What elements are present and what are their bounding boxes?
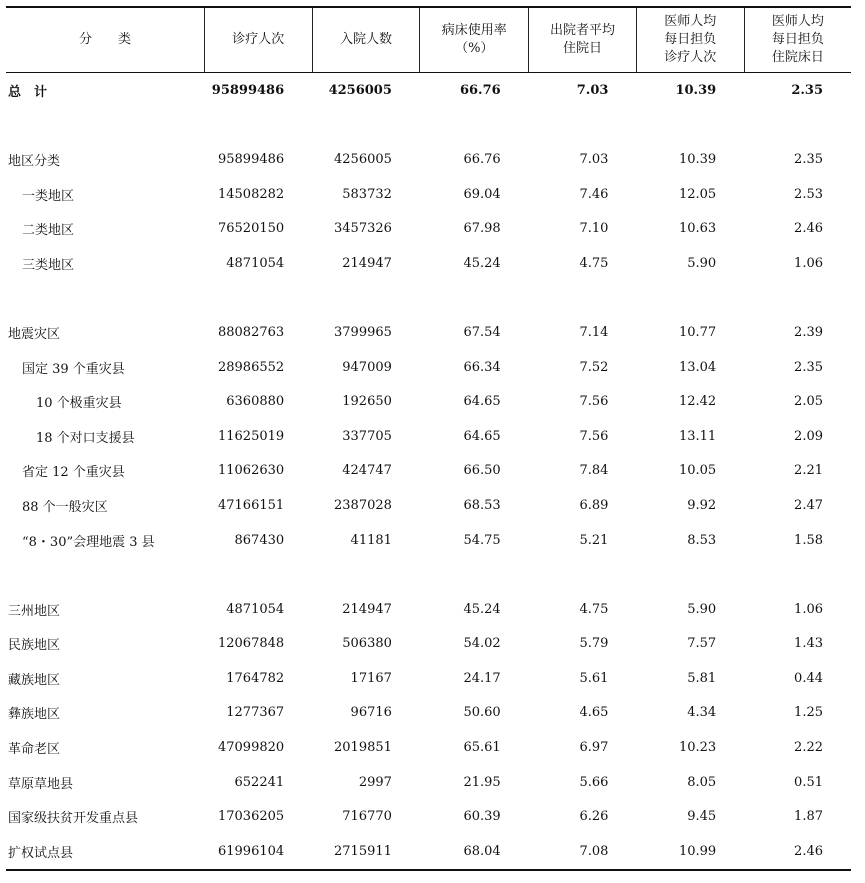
doc-visits-cell: 5.81 — [687, 670, 717, 686]
statistics-table-container — [6, 6, 851, 871]
doc-beds-cell: 2.46 — [744, 834, 851, 870]
bed-rate-cell: 66.76 — [463, 151, 501, 167]
admissions-cell: 2019851 — [334, 740, 392, 756]
admissions-cell: 2997 — [358, 774, 392, 790]
visits-cell: 11062630 — [217, 463, 285, 479]
visits-cell: 1764782 — [226, 670, 285, 686]
header-category: 分 类 — [78, 32, 131, 47]
avg-stay-cell: 4.75 — [579, 255, 609, 271]
visits-cell: 4871054 — [226, 255, 285, 271]
bed-rate-cell: 54.02 — [463, 636, 501, 652]
doc-beds-cell: 1.43 — [794, 636, 823, 652]
table-row — [6, 627, 851, 662]
bed-rate-cell: 66.50 — [463, 463, 501, 479]
admissions-cell: 4256005 — [328, 82, 392, 98]
table-row — [6, 523, 851, 558]
doc-beds-cell: 1.87 — [794, 809, 823, 825]
row-label: 三州地区 — [8, 603, 61, 619]
avg-stay-cell: 6.26 — [579, 809, 609, 825]
table-row — [6, 799, 851, 834]
doc-visits-cell: 10.23 — [678, 740, 717, 756]
doc-visits-cell: 10.77 — [678, 324, 717, 340]
admissions-cell: 716770 — [342, 809, 392, 825]
table-row — [6, 834, 851, 870]
table-row — [6, 315, 851, 350]
table-row — [6, 177, 851, 212]
doc-visits-cell: 12.42 — [678, 394, 717, 410]
row-label: 省定 12 个重灾县 — [22, 465, 125, 481]
table-row — [6, 211, 851, 246]
avg-stay-cell: 7.56 — [579, 394, 609, 410]
visits-cell: 17036205 — [217, 809, 285, 825]
doc-beds-cell: 2.21 — [794, 463, 823, 479]
total-row — [6, 73, 851, 108]
bed-rate-cell: 66.34 — [463, 359, 501, 375]
doc-visits-cell: 10.05 — [678, 463, 717, 479]
row-label: 总 计 — [8, 84, 48, 100]
spacer-cell — [6, 281, 851, 316]
doc-beds-cell: 1.06 — [794, 255, 823, 271]
avg-stay-cell: 7.52 — [579, 359, 609, 375]
header-admissions: 入院人数 — [312, 7, 420, 73]
bed-rate-cell: 65.61 — [463, 740, 501, 756]
doc-beds-cell: 2.35 — [791, 82, 823, 98]
header-visits: 诊疗人次 — [204, 7, 312, 73]
doc-beds-cell: 2.47 — [794, 497, 823, 513]
row-label: 三类地区 — [22, 257, 75, 273]
avg-stay-cell: 7.03 — [576, 82, 609, 98]
doc-visits-cell: 9.92 — [687, 497, 717, 513]
visits-cell: 11625019 — [217, 428, 285, 444]
row-label: “8・30”会理地震 3 县 — [22, 534, 155, 550]
admissions-cell: 214947 — [342, 255, 392, 271]
doc-visits-cell: 10.39 — [675, 82, 717, 98]
spacer-row — [6, 557, 851, 592]
visits-cell: 47166151 — [217, 497, 285, 513]
bed-rate-cell: 69.04 — [463, 186, 501, 202]
avg-stay-cell: 7.56 — [579, 428, 609, 444]
visits-cell: 4871054 — [226, 601, 285, 617]
doc-beds-cell: 2.35 — [794, 359, 823, 375]
doc-beds-cell: 1.25 — [794, 705, 823, 721]
doc-visits-cell: 8.53 — [687, 532, 717, 548]
bed-rate-cell: 66.76 — [459, 82, 501, 98]
bed-rate-cell: 45.24 — [463, 601, 501, 617]
avg-stay-cell: 7.46 — [579, 186, 609, 202]
header-doc-visits: 医师人均 每日担负 诊疗人次 — [636, 7, 744, 73]
doc-beds-cell: 0.51 — [794, 774, 823, 790]
avg-stay-cell: 7.14 — [579, 324, 609, 340]
table-row — [6, 454, 851, 489]
doc-visits-cell: 13.04 — [678, 359, 717, 375]
doc-beds-cell: 2.53 — [794, 186, 823, 202]
avg-stay-cell: 7.84 — [579, 463, 609, 479]
avg-stay-cell: 7.03 — [579, 151, 609, 167]
admissions-cell: 947009 — [342, 359, 392, 375]
admissions-cell: 3457326 — [334, 221, 392, 237]
bed-rate-cell: 60.39 — [463, 809, 501, 825]
doc-beds-cell: 1.58 — [794, 532, 823, 548]
doc-beds-cell: 1.06 — [794, 601, 823, 617]
row-label: 18 个对口支援县 — [36, 430, 135, 446]
table-row — [6, 730, 851, 765]
admissions-cell: 424747 — [342, 463, 392, 479]
admissions-cell: 583732 — [342, 186, 392, 202]
admissions-cell: 3799965 — [334, 324, 392, 340]
row-label: 革命老区 — [8, 742, 61, 758]
admissions-cell: 96716 — [350, 705, 392, 721]
doc-visits-cell: 7.57 — [687, 636, 717, 652]
admissions-cell: 214947 — [342, 601, 392, 617]
doc-visits-cell: 9.45 — [687, 809, 717, 825]
doc-visits-cell: 13.11 — [678, 428, 717, 444]
row-label: 彝族地区 — [8, 707, 61, 723]
admissions-cell: 4256005 — [334, 151, 392, 167]
table-row — [6, 350, 851, 385]
bed-rate-cell: 50.60 — [463, 705, 501, 721]
visits-cell: 652241 — [234, 774, 285, 790]
visits-cell: 14508282 — [217, 186, 285, 202]
row-label: 草原草地县 — [8, 776, 74, 792]
spacer-cell — [6, 108, 851, 143]
table-row — [6, 488, 851, 523]
bed-rate-cell: 68.53 — [463, 497, 501, 513]
table-row — [6, 142, 851, 177]
doc-beds-cell: 2.05 — [794, 394, 823, 410]
visits-cell: 28986552 — [217, 359, 285, 375]
admissions-cell: 506380 — [342, 636, 392, 652]
avg-stay-cell: 5.21 — [579, 532, 609, 548]
avg-stay-cell: 4.65 — [579, 705, 609, 721]
doc-beds-cell: 2.39 — [794, 324, 823, 340]
visits-cell: 88082763 — [217, 324, 285, 340]
table-row — [6, 246, 851, 281]
avg-stay-cell: 5.66 — [579, 774, 609, 790]
row-label: 藏族地区 — [8, 672, 61, 688]
visits-cell: 867430 — [234, 532, 285, 548]
row-label: 国家级扶贫开发重点县 — [8, 811, 139, 827]
bed-rate-cell: 45.24 — [463, 255, 501, 271]
row-label: 国定 39 个重灾县 — [22, 361, 125, 377]
visits-cell: 76520150 — [217, 221, 285, 237]
doc-visits-cell: 12.05 — [678, 186, 717, 202]
spacer-cell — [6, 557, 851, 592]
bed-rate-cell: 24.17 — [463, 670, 501, 686]
row-label: 88 个一般灾区 — [22, 499, 108, 515]
admissions-cell: 41181 — [350, 532, 392, 548]
avg-stay-cell: 4.75 — [579, 601, 609, 617]
visits-cell: 1277367 — [226, 705, 285, 721]
visits-cell: 12067848 — [217, 636, 285, 652]
avg-stay-cell: 5.79 — [579, 636, 609, 652]
visits-cell: 95899486 — [217, 151, 285, 167]
avg-stay-cell: 7.10 — [579, 221, 609, 237]
bed-rate-cell: 21.95 — [463, 774, 501, 790]
row-label: 扩权试点县 — [6, 834, 204, 870]
spacer-row — [6, 108, 851, 143]
row-label: 一类地区 — [22, 188, 75, 204]
table-row — [6, 765, 851, 800]
table-row — [6, 696, 851, 731]
row-label: 地震灾区 — [8, 326, 61, 342]
table-header — [6, 7, 851, 73]
table-row — [6, 384, 851, 419]
admissions-cell: 2387028 — [334, 497, 392, 513]
doc-beds-cell: 0.44 — [794, 670, 823, 686]
header-doc-beds: 医师人均 每日担负 住院床日 — [744, 7, 851, 73]
admissions-cell: 192650 — [342, 394, 392, 410]
avg-stay-cell: 6.97 — [579, 740, 609, 756]
doc-visits-cell: 10.39 — [678, 151, 717, 167]
admissions-cell: 17167 — [350, 670, 392, 686]
bed-rate-cell: 64.65 — [463, 394, 501, 410]
doc-beds-cell: 2.22 — [794, 740, 823, 756]
visits-cell: 61996104 — [204, 834, 312, 870]
header-bed-rate: 病床使用率 （%） — [420, 7, 529, 73]
table-row — [6, 419, 851, 454]
row-label: 10 个极重灾县 — [36, 396, 122, 412]
bed-rate-cell: 64.65 — [463, 428, 501, 444]
doc-beds-cell: 2.46 — [794, 221, 823, 237]
bed-rate-cell: 67.98 — [463, 221, 501, 237]
visits-cell: 47099820 — [217, 740, 285, 756]
row-label: 地区分类 — [8, 153, 61, 169]
bed-rate-cell: 54.75 — [463, 532, 501, 548]
visits-cell: 6360880 — [226, 394, 285, 410]
doc-visits-cell: 8.05 — [687, 774, 717, 790]
visits-cell: 95899486 — [211, 82, 285, 98]
bed-rate-cell: 67.54 — [463, 324, 501, 340]
table-body — [6, 73, 851, 870]
doc-visits-cell: 4.34 — [687, 705, 717, 721]
spacer-row — [6, 281, 851, 316]
doc-visits-cell: 5.90 — [687, 601, 717, 617]
doc-visits-cell: 5.90 — [687, 255, 717, 271]
avg-stay-cell: 5.61 — [579, 670, 609, 686]
avg-stay-cell: 6.89 — [579, 497, 609, 513]
header-avg-stay: 出院者平均 住院日 — [529, 7, 637, 73]
doc-visits-cell: 10.63 — [678, 221, 717, 237]
doc-beds-cell: 2.09 — [794, 428, 823, 444]
avg-stay-cell: 7.08 — [529, 834, 637, 870]
row-label: 民族地区 — [8, 638, 61, 654]
row-label: 二类地区 — [22, 223, 75, 239]
admissions-cell: 337705 — [342, 428, 392, 444]
doc-visits-cell: 10.99 — [636, 834, 744, 870]
table-row — [6, 592, 851, 627]
statistics-table — [6, 6, 851, 871]
admissions-cell: 2715911 — [312, 834, 420, 870]
doc-beds-cell: 2.35 — [794, 151, 823, 167]
table-row — [6, 661, 851, 696]
bed-rate-cell: 68.04 — [420, 834, 529, 870]
